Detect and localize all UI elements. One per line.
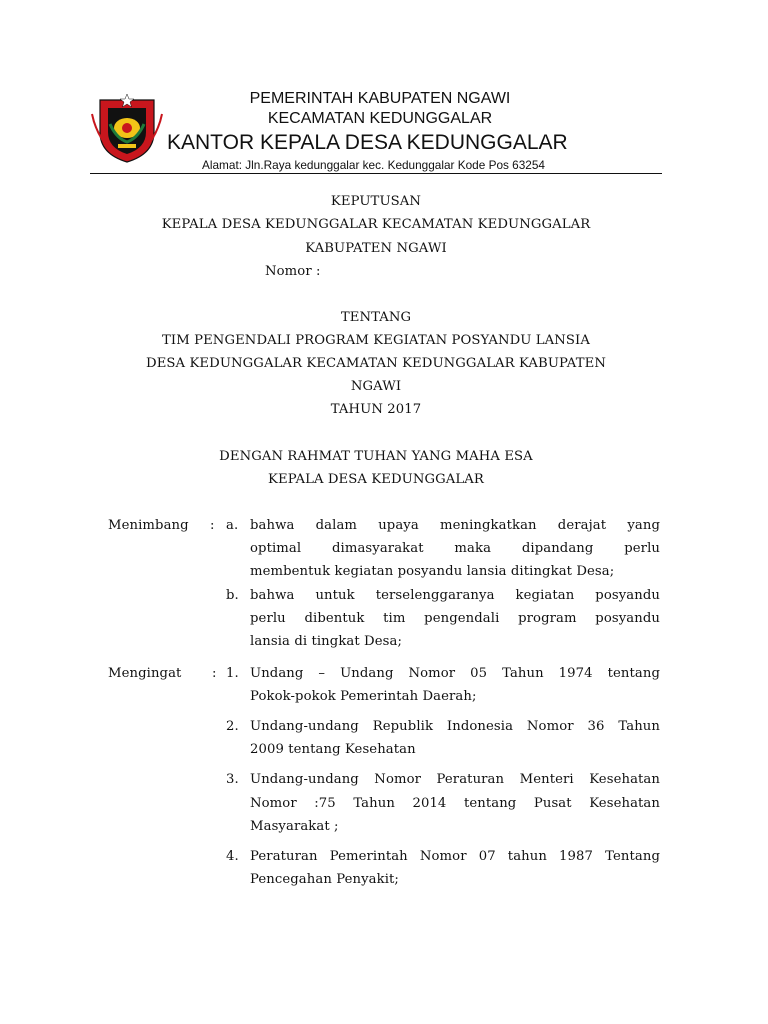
letterhead-address: Alamat: Jln.Raya kedunggalar kec. Kedunggalar Kode Pos 63254 [202, 158, 545, 172]
section-colon-mengingat: : [212, 666, 217, 681]
doc-official: KEPALA DESA KEDUNGGALAR [268, 472, 484, 487]
mengingat-1-line1: Undang – Undang Nomor 05 Tahun 1974 tentang [250, 666, 660, 681]
menimbang-b-line3: lansia di tingkat Desa; [250, 634, 403, 649]
doc-about: TENTANG [340, 310, 412, 325]
mengingat-1-line2: Pokok-pokok Pemerintah Daerah; [250, 689, 477, 704]
doc-type: KEPUTUSAN [330, 194, 422, 209]
doc-subject-line2: DESA KEDUNGGALAR KECAMATAN KEDUNGGALAR KABUPATEN [146, 356, 606, 371]
doc-year: TAHUN 2017 [330, 402, 422, 417]
menimbang-marker-b: b. [226, 588, 239, 603]
mengingat-3-line1: Undang-undang Nomor Peraturan Menteri Kesehatan [250, 772, 660, 787]
letterhead-office: KANTOR KEPALA DESA KEDUNGGALAR [167, 131, 568, 154]
menimbang-b-line2: perlu dibentuk tim pengendali program posyandu [250, 611, 660, 626]
mengingat-4-line2: Pencegahan Penyakit; [250, 872, 399, 887]
mengingat-3-line3: Masyarakat ; [250, 819, 339, 834]
doc-number: Nomor : [265, 264, 321, 279]
regency-emblem-logo [86, 94, 164, 166]
letterhead-district: KECAMATAN KEDUNGGALAR [267, 110, 493, 127]
menimbang-a-line3: membentuk kegiatan posyandu lansia ditingkat Desa; [250, 564, 615, 579]
mengingat-4-line1: Peraturan Pemerintah Nomor 07 tahun 1987 Tentang [250, 849, 660, 864]
section-label-mengingat: Mengingat [108, 666, 182, 681]
section-label-menimbang: Menimbang [108, 518, 189, 533]
mengingat-3-line2: Nomor :75 Tahun 2014 tentang Pusat Kesehatan [250, 796, 660, 811]
letterhead-divider [90, 173, 662, 174]
mengingat-2-line1: Undang-undang Republik Indonesia Nomor 36 Tahun [250, 719, 660, 734]
doc-blessing: DENGAN RAHMAT TUHAN YANG MAHA ESA [219, 449, 533, 464]
doc-region: KABUPATEN NGAWI [305, 241, 447, 256]
mengingat-marker-1: 1. [226, 666, 239, 681]
doc-subject-line1: TIM PENGENDALI PROGRAM KEGIATAN POSYANDU LANSIA [162, 333, 590, 348]
mengingat-marker-3: 3. [226, 772, 239, 787]
mengingat-marker-4: 4. [226, 849, 239, 864]
letterhead-government: PEMERINTAH KABUPATEN NGAWI [249, 90, 511, 107]
mengingat-marker-2: 2. [226, 719, 239, 734]
menimbang-marker-a: a. [226, 518, 239, 533]
mengingat-2-line2: 2009 tentang Kesehatan [250, 742, 416, 757]
menimbang-a-line1: bahwa dalam upaya meningkatkan derajat yang [250, 518, 660, 533]
doc-issuer: KEPALA DESA KEDUNGGALAR KECAMATAN KEDUNGGALAR [161, 217, 591, 232]
doc-subject-line3: NGAWI [350, 379, 402, 394]
menimbang-a-line2: optimal dimasyarakat maka dipandang perlu [250, 541, 660, 556]
menimbang-b-line1: bahwa untuk terselenggaranya kegiatan posyandu [250, 588, 660, 603]
section-colon-menimbang: : [210, 518, 215, 533]
